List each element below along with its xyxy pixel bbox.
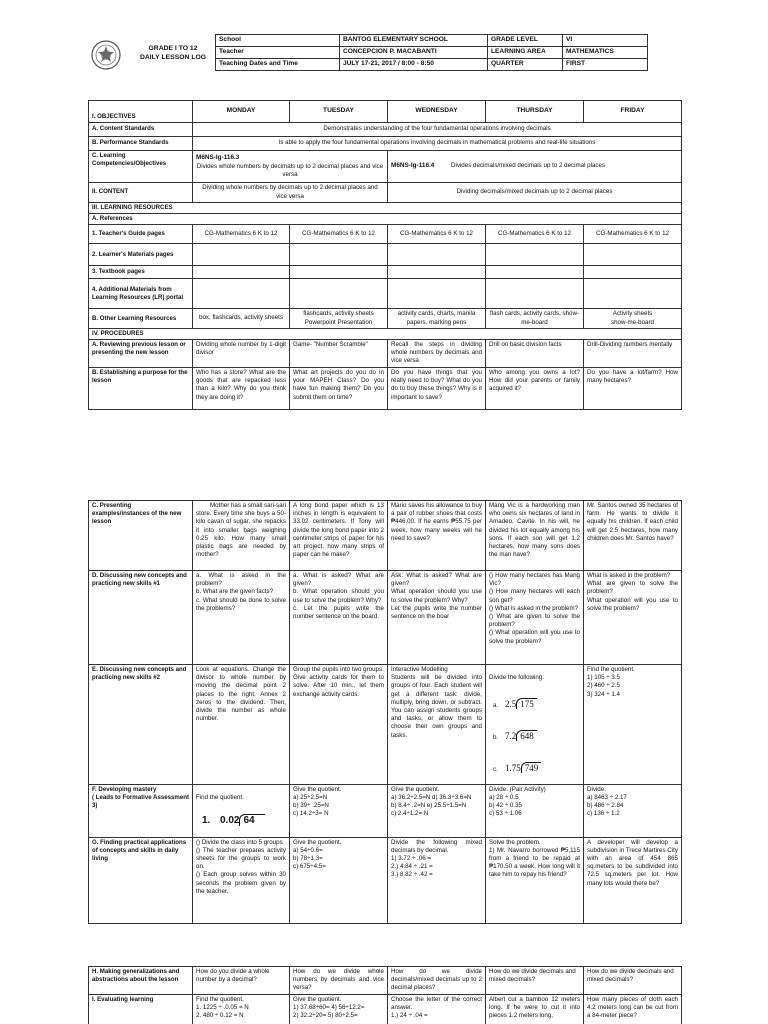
f-tue: Give the quotient. a) 25÷2.5=N b) 39÷ .25=N c) 14.2÷3= N xyxy=(290,784,388,837)
tg-tue: CG-Mathematics 6 K to 12 xyxy=(290,225,388,244)
comp-label: C. Learning Competencies/Objectives xyxy=(89,151,193,183)
perf-std: Is able to apply the four fundamental operations involving decimals in mathematical problems and real-life situations xyxy=(193,137,682,151)
h-thu: How do we divide decimals and mixed decimals? xyxy=(486,967,584,995)
f-mon-item xyxy=(196,814,286,827)
perf-std-label: B. Performance Standards xyxy=(89,137,193,151)
lesson-table-page1 xyxy=(88,100,682,410)
e-thu-item-a xyxy=(489,699,580,711)
h-mon: How do you divide a whole number by a decimal? xyxy=(193,967,290,995)
resources-label: III. LEARNING RESOURCES xyxy=(89,203,682,214)
dividend: 64 xyxy=(239,814,264,826)
a-mon: Dividing whole number by 1-digit divisor xyxy=(193,340,290,368)
h-fri: How do we divide decimals and mixed decimals? xyxy=(584,967,682,995)
teacher-label: Teacher xyxy=(216,47,340,59)
dividend: 648 xyxy=(516,730,537,741)
item-letter: a. xyxy=(493,701,499,709)
comp1-text: Divides whole numbers by decimals up to 2 decimal places and vice versa xyxy=(196,162,384,178)
school-label: School xyxy=(216,35,340,47)
a-fri: Drill-Dividing numbers mentally xyxy=(584,340,682,368)
f-thu: Divide. (Pair Activity) a) 28 ÷ 0.5 b) 42 ÷ 0.35 c) 53 ÷ 1.06 xyxy=(486,784,584,837)
tg-label: 1. Teacher's Guide pages xyxy=(89,225,193,244)
olr-thu: flash cards, activity cards, show-me-board xyxy=(486,309,584,329)
am-label: 4. Additional Materials from Learning Resources (LR) portal xyxy=(89,279,193,309)
comp1-code: M6NS-Ig-116.3 xyxy=(196,154,240,162)
divisor: 2.5 xyxy=(505,698,517,709)
e-wed: Interactive Modelling Students will be divided into groups of four. Each student will get a different task: divide, multiply, bring down, or subtract. You can assign students groups and tasks, or allow them to choose their own groups and tasks. xyxy=(388,665,486,785)
c-mon: Mother has a small sari-sari store. Every time she buys a 50-kilo cavan of sugar, she repacks it into smaller bags weighing 0.25 kilo. How many small plastic bags are needed by mother? xyxy=(193,501,290,571)
olr-mon: box, flashcards, activity sheets xyxy=(193,309,290,329)
f-fri: Divide. a) 8463 ÷ 2.17 b) 486 ÷ 2.84 c) 136 ÷ 1.2 xyxy=(584,784,682,837)
lesson-table-page3 xyxy=(88,966,682,1024)
olr-tue: flashcards, activity sheets Powerpoint Presentation xyxy=(290,309,388,329)
dividend: 175 xyxy=(516,698,537,709)
c-tue: A long bond paper which is 13 inches in length is equivalent to 33.02 centimeters. If Tony will divide the long bond paper into 2 centimeter strips of paper for his art project, how many strips of paper can he make? xyxy=(290,501,388,571)
h-wed: How do we divide decimals/mixed decimals up to 2 decimal places? xyxy=(388,967,486,995)
i-thu: Albert cut a bamboo 12 meters long. If he were to cut it into pieces 1.2 meters long, xyxy=(486,995,584,1024)
area-label: LEARNING AREA xyxy=(488,47,563,59)
b-fri: Do you have a lot/farm? How many hectares? xyxy=(584,368,682,410)
references-label: A. References xyxy=(89,214,682,225)
item-letter: b. xyxy=(493,733,499,741)
a-thu: Drill on basic division facts xyxy=(486,340,584,368)
lesson-table-page2 xyxy=(88,500,682,924)
tg-mon: CG-Mathematics 6 K to 12 xyxy=(193,225,290,244)
divisor: 1.75 xyxy=(505,762,521,773)
e-thu-text: Divide the following: xyxy=(489,674,545,682)
content2: Dividing decimals/mixed decimals up to 2 decimal places xyxy=(388,183,682,203)
f-label: F. Developing mastery ( Leads to Formative Assessment 3) xyxy=(89,784,193,837)
tg-thu: CG-Mathematics 6 K to 12 xyxy=(486,225,584,244)
school-value: BANTOG ELEMENTARY SCHOOL xyxy=(340,35,488,47)
b-wed: Do you have things that you really need to buy? What do you do to buy these things? Why is it important to save? xyxy=(388,368,486,410)
i-wed: Choose the letter of the correct answer. 1.) 24 ÷ .04 = xyxy=(388,995,486,1024)
proc-label: IV. PROCEDURES xyxy=(89,329,682,340)
tg-fri: CG-Mathematics 6 K to 12 xyxy=(584,225,682,244)
content-label: II. CONTENT xyxy=(89,183,193,203)
lm-label: 2. Learner's Materials pages xyxy=(89,244,193,266)
i-fri: How many pieces of cloth each 4.2 meters long can be cut from a 84-meter piece? xyxy=(584,995,682,1024)
c-label: C. Presenting examples/instances of the new lesson xyxy=(89,501,193,571)
content1: Dividing whole numbers by decimals up to 2 decimal places and vice versa xyxy=(193,183,388,203)
title-line1: GRADE I TO 12 xyxy=(148,45,198,52)
a-label: A. Reviewing previous lesson or presenting the new lesson xyxy=(89,340,193,368)
d-thu: () How many hectares has Mang Vic? () How many hectares will each son get? () What is asked in the problem? () What are given to solve the problem? () What operation will you use to solve the problem? xyxy=(486,571,584,665)
title-line2: DAILY LESSON LOG xyxy=(139,54,207,61)
b-thu: Who among you owns a lot? How did your parents or family acquired it? xyxy=(486,368,584,410)
b-mon: Who has a store? What are the goods that are repacked less than a kilo? Why do you think they are doing it? xyxy=(193,368,290,410)
comp1 xyxy=(193,151,388,183)
d-wed: Ask: What is asked? What are given? What operation should you use to solve the problem? Why? Let the pupils write the number sentence on the boar xyxy=(388,571,486,665)
e-tue: Group the pupils into two groups. Give activity cards for them to solve. After 10 min., let them exchange activity cards. xyxy=(290,665,388,785)
olr-wed: activity cards, charts, manila papers, marking pens xyxy=(388,309,486,329)
g-fri: A developer will develop a subdivision in Trece Martires City with an area of 454 865 sq.meters to be subdivided into 72.5 sq.meters per lot. How many lots would there be? xyxy=(584,837,682,923)
g-thu: Solve the problem. 1) Mr. Navarro borrowed ₱5,115 from a friend to be repaid at ₱170.50 a week. How long will it take him to repay his friend? xyxy=(486,837,584,923)
e-label: E. Discussing new concepts and practicing new skills #2 xyxy=(89,665,193,785)
olr-label: B. Other Learning Resources xyxy=(89,309,193,329)
g-wed: Divide the following mixed decimals by decimal. 1) 3.72 ÷ .06 = 2.) 4.84 ÷ .21 = 3.) 8.82 ÷ .42 = xyxy=(388,837,486,923)
c-fri: Mr. Santos owned 35 hectares of farm. He wants to divide it equally his children. If each child will get 2.5 hectares, how many children does Mr. Santos have? xyxy=(584,501,682,571)
b-label: B. Establishing a purpose for the lesson xyxy=(89,368,193,410)
f-wed: Give the quotient. a) 36.2÷2.5=N d) 36.3÷3.6=N b) 8.4÷ .2=N e) 25.5÷1.5=N c) 2.4÷1.2= N xyxy=(388,784,486,837)
comp2-text: Divides decimals/mixed decimals up to 2 decimal places xyxy=(451,162,606,170)
divisor: 0.02 xyxy=(220,815,240,827)
e-thu-item-c xyxy=(489,763,580,775)
a-wed: Recall the steps in dividing whole numbers by decimals and vice versa xyxy=(388,340,486,368)
e-mon: Look at equations. Change the divisor to whole number by moving the decimal point 2 places to the right. Annex 2 zeros to the dividend. Then, divide the number as whole number. xyxy=(193,665,290,785)
tg-wed: CG-Mathematics 6 K to 12 xyxy=(388,225,486,244)
h-tue: How do we divide whole numbers by decimals and vice versa? xyxy=(290,967,388,995)
teacher-value: CONCEPCION P. MACABANTI xyxy=(340,47,488,59)
dates-label: Teaching Dates and Time xyxy=(216,59,340,71)
f-mon-text: Find the quotient. xyxy=(196,793,244,801)
i-label: I. Evaluating learning xyxy=(89,995,193,1024)
d-fri: What is asked in the problem? What are given to solve the problem? What operation will you use to solve the problem? xyxy=(584,571,682,665)
comp2 xyxy=(388,151,682,183)
c-wed: Mario saves his allowance to buy a pair of rubber shoes that costs ₱446.00. If he earns ₱55.75 per week, how many weeks will he need to save? xyxy=(388,501,486,571)
g-tue: Give the quotient. a) 54÷0.6= b) 78÷1.3= c) 675÷4.5= xyxy=(290,837,388,923)
a-tue: Game- "Number Scramble" xyxy=(290,340,388,368)
quarter-value: FIRST xyxy=(563,59,648,71)
c-thu: Mang Vic is a hardworking man who owns six hectares of land in Amadeo, Cavite. In his will, he divided his lot equally among his sons. If each son will get 1.2 hectares, how many sons does the man have? xyxy=(486,501,584,571)
item-number: 1. xyxy=(202,815,211,827)
content-std-label: A. Content Standards xyxy=(89,123,193,137)
d-tue: a. What is asked? What are given? b. What operation should you use to solve the problem? Why? c. Let the pupils write the number sentence on the board. xyxy=(290,571,388,665)
i-tue: Give the quotient. 1) 37.68÷60= 4) 56÷12.2= 2) 32.2÷20= 5) 80÷2.5= xyxy=(290,995,388,1024)
e-thu-item-b xyxy=(489,731,580,743)
item-letter: c. xyxy=(493,765,498,773)
area-value: MATHEMATICS xyxy=(563,47,648,59)
g-label: G. Finding practical applications of concepts and skills in daily living xyxy=(89,837,193,923)
day-wednesday: WEDNESDAY xyxy=(388,101,486,123)
f-mon xyxy=(193,784,290,837)
comp2-code: M6NS-Ig-116.4 xyxy=(391,162,435,170)
day-tuesday: TUESDAY xyxy=(290,101,388,123)
d-label: D. Discussing new concepts and practicing new skills #1 xyxy=(89,571,193,665)
objectives-label: I. OBJECTIVES xyxy=(89,101,193,123)
day-thursday: THURSDAY xyxy=(486,101,584,123)
g-mon: () Divide the class into 5 groups () The teacher prepares activity sheets for the groups to work on. () Each group solves within 30 seconds the problem given by the teacher. xyxy=(193,837,290,923)
dates-value: JULY 17-21, 2017 / 8:00 - 8:50 xyxy=(340,59,488,71)
day-monday: MONDAY xyxy=(193,101,290,123)
day-friday: FRIDAY xyxy=(584,101,682,123)
e-thu xyxy=(486,665,584,785)
grade-value: VI xyxy=(563,35,648,47)
h-label: H. Making generalizations and abstractions about the lesson xyxy=(89,967,193,995)
dividend: 749 xyxy=(521,762,542,773)
quarter-label: QUARTER xyxy=(488,59,563,71)
divisor: 7.2 xyxy=(505,730,517,741)
i-mon: Find the quotient. 1. 1225 ÷ .0.05 = N 2. 480 ÷ 0.12 = N xyxy=(193,995,290,1024)
e-fri: Find the quotient. 1) 105 ÷ 3.5 2) 460 ÷ 2.5 3) 324 ÷ 1.4 xyxy=(584,665,682,785)
b-tue: What art projects do you do in your MAPEH Class? Do you have fun making them? Do you submit them on time? xyxy=(290,368,388,410)
deped-seal-icon xyxy=(91,40,121,70)
content-std: Demonstrates understanding of the four fundamental operations involving decimals xyxy=(193,123,682,137)
tb-label: 3. Textbook pages xyxy=(89,266,193,279)
olr-fri: Activity sheets show-me-board xyxy=(584,309,682,329)
header-table xyxy=(215,34,648,71)
grade-label: GRADE LEVEL xyxy=(488,35,563,47)
d-mon: a. What is asked in the problem? b. What are the given facts? c. What should be done to solve the problems? xyxy=(193,571,290,665)
